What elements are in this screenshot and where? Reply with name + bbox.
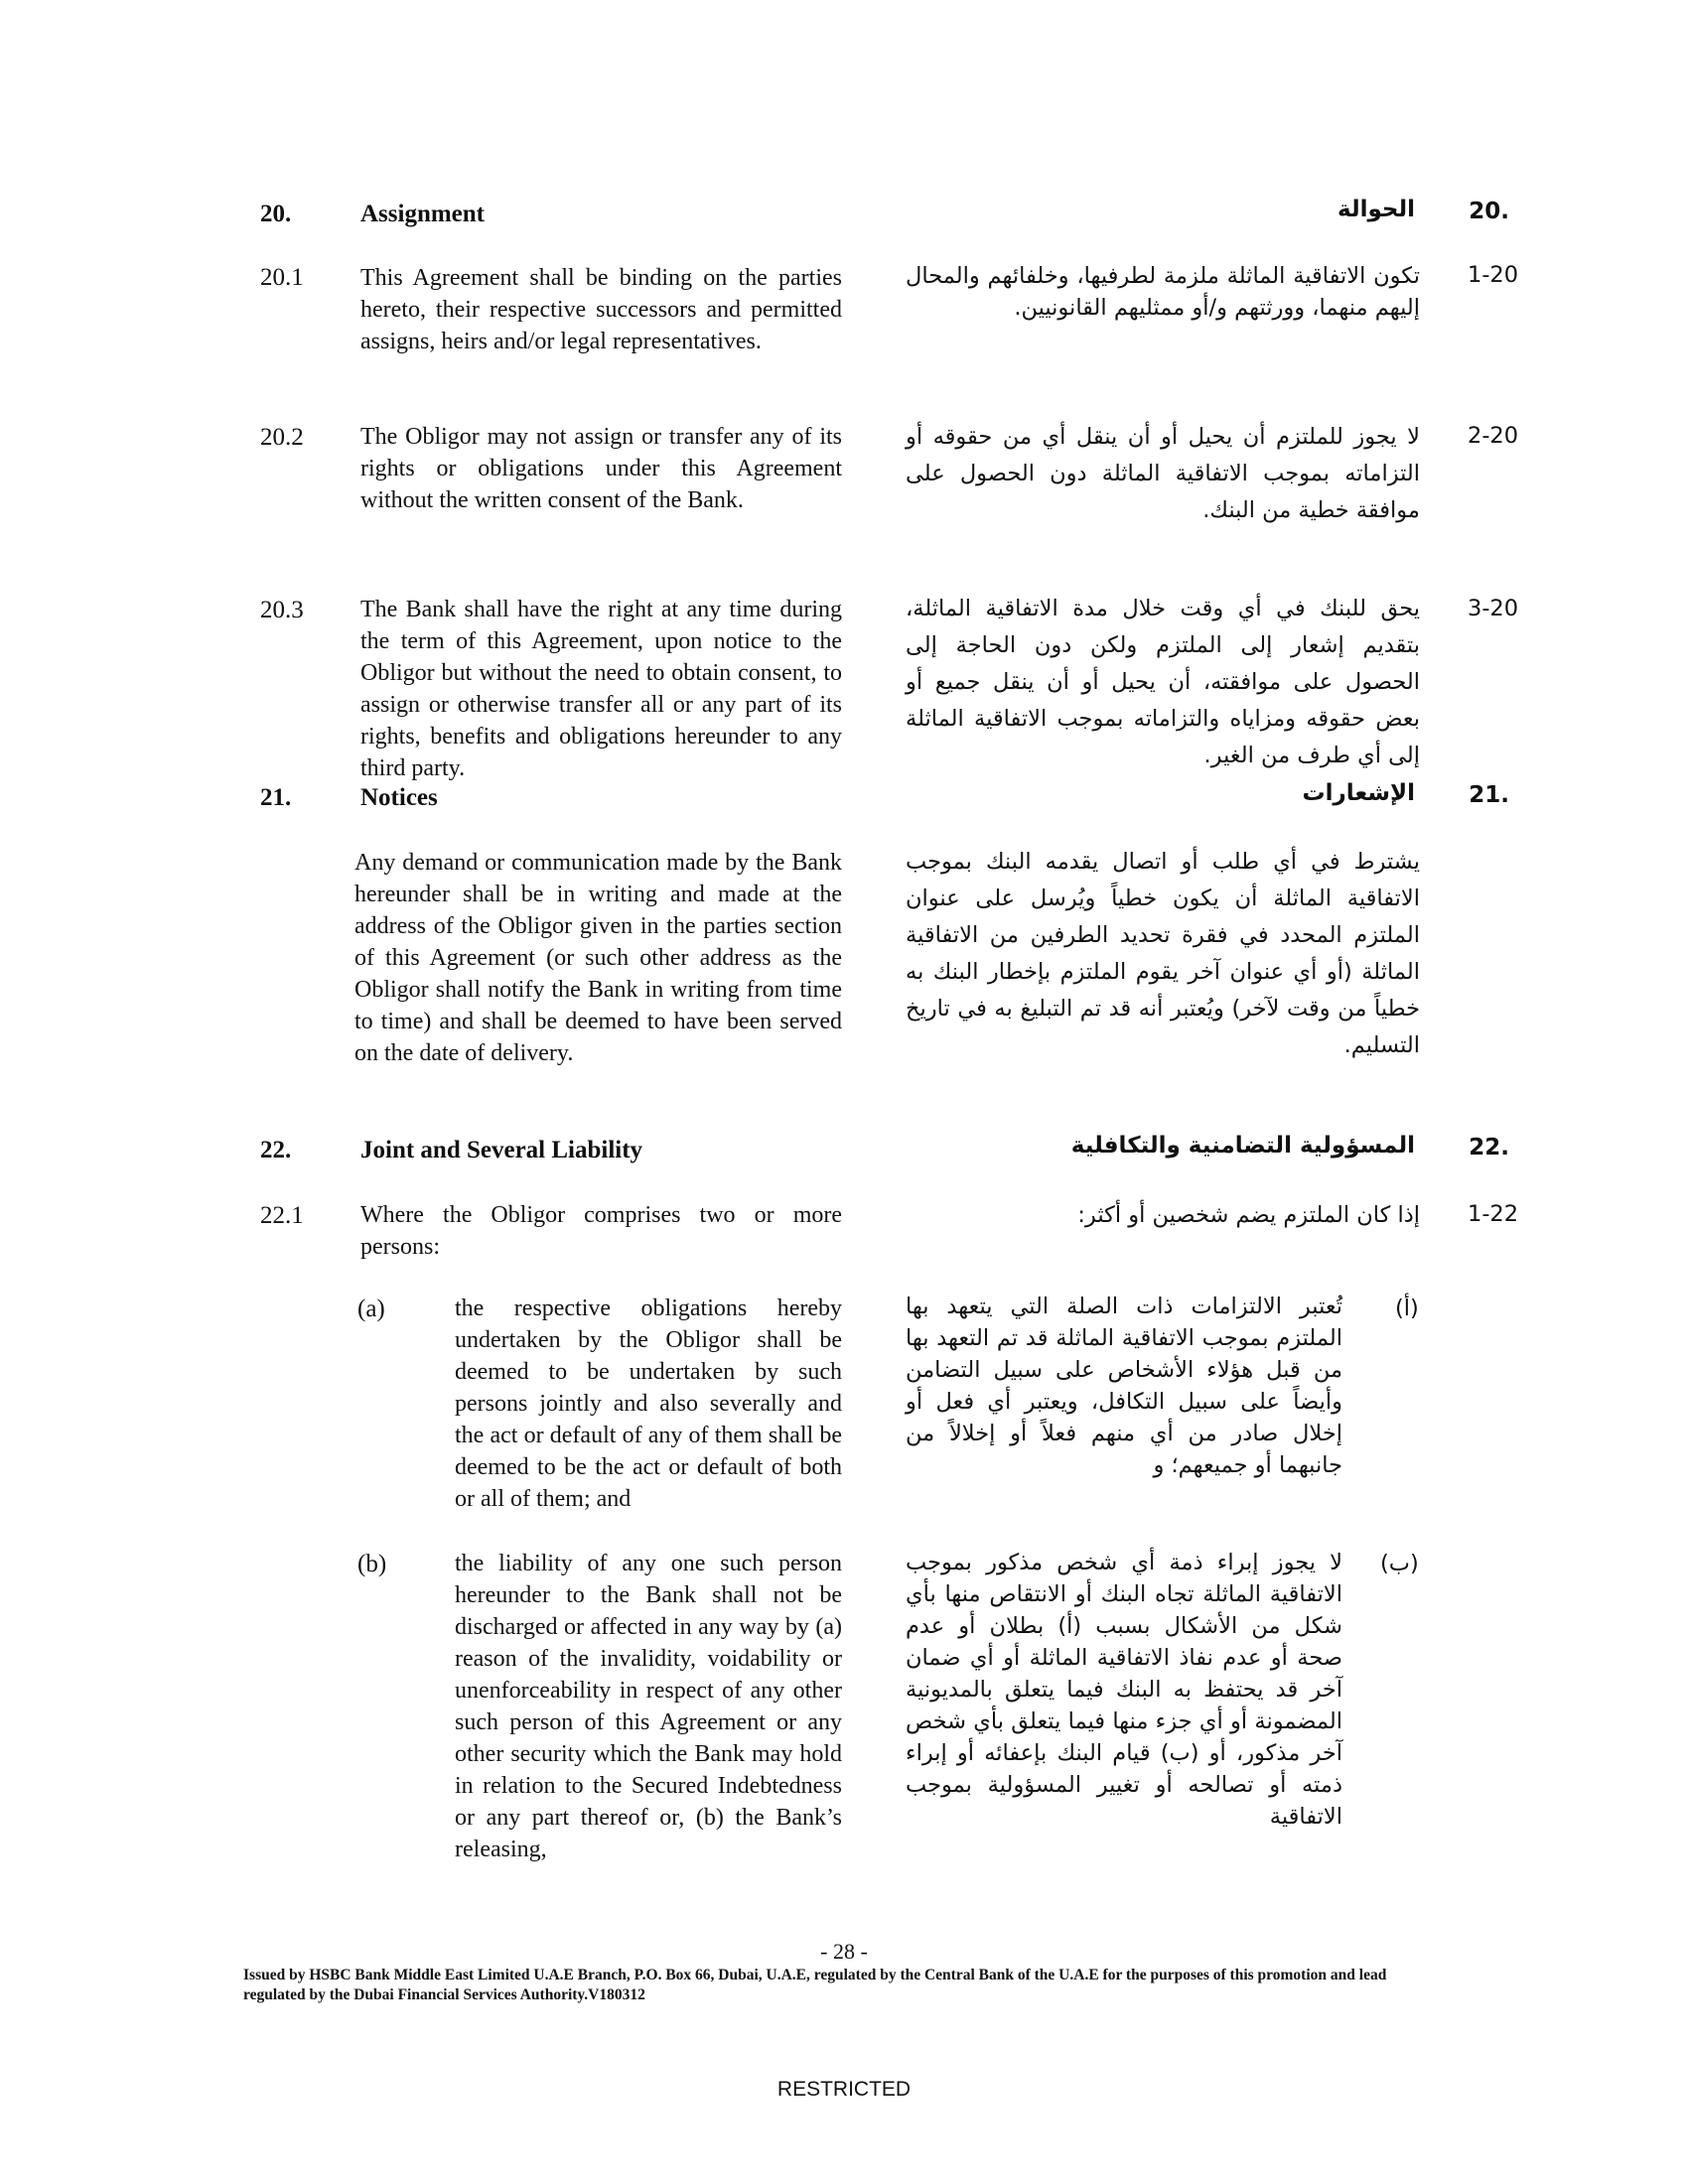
section-21-number: 21. xyxy=(260,784,292,811)
section-21-title: Notices xyxy=(360,784,438,811)
classification-label: RESTRICTED xyxy=(776,2078,912,2101)
section-22-title-ar: المسؤولية التضامنية والتكافلية xyxy=(1070,1133,1415,1159)
section-20-title: Assignment xyxy=(360,201,486,227)
clause-22-1-number: 22.1 xyxy=(260,1202,304,1229)
item-b-text: the liability of any one such person hereunder to the Bank shall not be discharged or affected in any way by (a) reason of the invalidity, voidability or unenforceability in respect of any other such person of this Agreement or any other security which the Bank may hold in relation to the Secured Indebtedness or any part thereof or, (b) the Bank’s releasing, xyxy=(455,1551,842,1862)
clause-20-1-number: 20.1 xyxy=(260,264,304,291)
clause-20-1-number-ar: 1-20 xyxy=(1468,262,1519,288)
clause-20-3-text-ar: يحق للبنك في أي وقت خلال مدة الاتفاقية الماثلة، بتقديم إشعار إلى الملتزم ولكن دون الحاجة إلى الحصول على موافقته، أن يحيل أو أن ينقل جميع أو بعض حقوقه ومزاياه والتزاماته بموجب الاتفاقية الماثلة إلى أي طرف من الغير. xyxy=(906,596,1420,768)
section-20-number: 20. xyxy=(260,201,292,227)
clause-20-2-number: 20.2 xyxy=(260,424,304,451)
item-a-label: (a) xyxy=(357,1296,385,1322)
clause-20-1-text-ar: تكون الاتفاقية الماثلة ملزمة لطرفيها، وخلفائهم والمحال إليهم منهما، وورثتهم و/أو ممثليهم القانونيين. xyxy=(906,263,1420,321)
section-22-title: Joint and Several Liability xyxy=(360,1137,643,1163)
clause-20-3-number: 20.3 xyxy=(260,597,304,623)
section-21-title-ar: الإشعارات xyxy=(1302,780,1415,806)
clause-20-2-text-ar: لا يجوز للملتزم أن يحيل أو أن ينقل أي من حقوقه أو التزاماته بموجب الاتفاقية الماثلة دون الحصول على موافقة خطية من البنك. xyxy=(906,424,1420,523)
item-b-label-ar: (ب) xyxy=(1380,1551,1419,1576)
section-20-number-ar: .20 xyxy=(1469,199,1509,224)
issued-by-note: Issued by HSBC Bank Middle East Limited U.A.E Branch, P.O. Box 66, Dubai, U.A.E, regulated by the Central Bank of the U.A.E for the purposes of this promotion and lead regulated by the Dubai Financial Services Authority.V180312 xyxy=(243,1967,1387,2003)
item-a-text-ar: تُعتبر الالتزامات ذات الصلة التي يتعهد بها الملتزم بموجب الاتفاقية الماثلة قد تم التعهد بها من قبل هؤلاء الأشخاص على سبيل التضامن وأيضاً على سبيل التكافل، ويعتبر أي فعل أو إخلال صادر من أي منهم فعلاً أو إخلالاً من جانبهما أو جميعهم؛ و xyxy=(906,1294,1342,1478)
clause-20-3-text: The Bank shall have the right at any time during the term of this Agreement, upon notice to the Obligor but without the need to obtain consent, to assign or otherwise transfer all or any part of its rights, benefits and obligations hereunder to any third party. xyxy=(360,597,842,781)
clause-20-1-text: This Agreement shall be binding on the parties hereto, their respective successors and permitted assigns, heirs and/or legal representatives. xyxy=(360,265,842,354)
clause-20-3-number-ar: 3-20 xyxy=(1468,596,1519,621)
clause-20-2-number-ar: 2-20 xyxy=(1468,423,1519,449)
section-21-number-ar: .21 xyxy=(1469,782,1509,808)
item-a-label-ar: (أ) xyxy=(1395,1296,1419,1321)
clause-22-1-text: Where the Obligor comprises two or more persons: xyxy=(360,1202,842,1260)
clause-21-text-ar: يشترط في أي طلب أو اتصال يقدمه البنك بموجب الاتفاقية الماثلة أن يكون خطياً ويُرسل على عنوان الملتزم المحدد في فقرة تحديد الطرفين من الاتفاقية الماثلة (أو أي عنوان آخر يقوم الملتزم بإخطار البنك به خطياً من وقت لآخر) ويُعتبر أنه قد تم التبليغ به في تاريخ التسليم. xyxy=(906,849,1420,1058)
item-a-text: the respective obligations hereby undertaken by the Obligor shall be deemed to be undertaken by such persons jointly and also severally and the act or default of any of them shall be deemed to be the act or default of both or all of them; and xyxy=(455,1296,842,1512)
item-b-label: (b) xyxy=(357,1551,387,1577)
clause-20-2-text: The Obligor may not assign or transfer any of its rights or obligations under this Agreement without the written consent of the Bank. xyxy=(360,424,842,513)
section-22-number-ar: .22 xyxy=(1469,1135,1509,1160)
section-20-title-ar: الحوالة xyxy=(1337,197,1415,222)
clause-22-1-number-ar: 1-22 xyxy=(1468,1201,1519,1227)
section-22-number: 22. xyxy=(260,1137,292,1163)
clause-21-text: Any demand or communication made by the Bank hereunder shall be in writing and made at the address of the Obligor given in the parties section of this Agreement (or such other address as the Obligor shall notify the Bank in writing from time to time) and shall be deemed to have been served on the date of delivery. xyxy=(354,850,842,1066)
clause-22-1-text-ar: إذا كان الملتزم يضم شخصين أو أكثر: xyxy=(1077,1202,1420,1228)
item-b-text-ar: لا يجوز إبراء ذمة أي شخص مذكور بموجب الاتفاقية الماثلة تجاه البنك أو الانتقاص منها بأي شكل من الأشكال بسبب (أ) بطلان أو عدم صحة أو عدم نفاذ الاتفاقية الماثلة أو أي ضمان آخر قد يحتفظ به البنك فيما يتعلق بالمديونية المضمونة أو أي جزء منها فيما يتعلق بأي شخص آخر مذكور، أو (ب) قيام البنك بإعفائه أو إبراء ذمته أو تصالحه أو تغيير المسؤولية بموجب الاتفاقية xyxy=(906,1550,1342,1830)
page-number: - 28 - xyxy=(820,1939,868,1964)
